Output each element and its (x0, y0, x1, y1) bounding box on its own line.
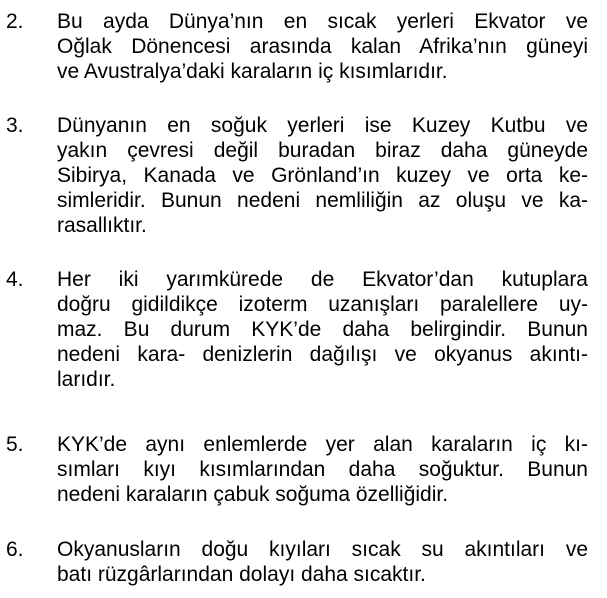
text-line: Bu ayda Dünya’nın en sıcak yerleri Ekvator ve (57, 10, 588, 33)
text-line: sımları kıyı kısımlarından daha soğuktur. Bunun (57, 458, 588, 481)
text-line: maz. Bu durum KYK’de daha belirgindir. Bunun (57, 318, 588, 341)
text-line: Oğlak Dönencesi arasında kalan Afrika’nın güneyi (57, 35, 588, 58)
list-item-number: 2. (6, 10, 24, 33)
text-line: Okyanusların doğu kıyıları sıcak su akıntıları ve (57, 538, 588, 561)
text-line: KYK’de aynı enlemlerde yer alan karaların iç kı- (57, 433, 588, 456)
text-line: Dünyanın en soğuk yerleri ise Kuzey Kutbu ve (57, 114, 588, 137)
text-line: nedeni karaların çabuk soğuma özelliğidir. (57, 483, 449, 506)
text-line: nedeni kara- denizlerin dağılışı ve okyanus akıntı- (57, 343, 588, 366)
text-line: larıdır. (57, 368, 116, 391)
text-line: doğru gidildikçe izoterm uzanışları paralellere uy- (57, 293, 588, 316)
text-line: batı rüzgârlarından dolayı daha sıcaktır. (57, 563, 426, 586)
text-line: simleridir. Bunun nedeni nemliliğin az oluşu ve ka- (57, 189, 588, 212)
list-item-number: 6. (6, 538, 24, 561)
list-item-number: 5. (6, 433, 24, 456)
list-item-number: 3. (6, 114, 24, 137)
text-line: rasallıktır. (57, 214, 147, 237)
text-line: Sibirya, Kanada ve Grönland’ın kuzey ve orta ke- (57, 164, 588, 187)
text-line: yakın çevresi değil buradan biraz daha güneyde (57, 139, 588, 162)
list-item-number: 4. (6, 268, 24, 291)
text-line: ve Avustralya’daki karaların iç kısımlarıdır. (57, 60, 448, 83)
text-line: Her iki yarımkürede de Ekvator’dan kutuplara (57, 268, 588, 291)
